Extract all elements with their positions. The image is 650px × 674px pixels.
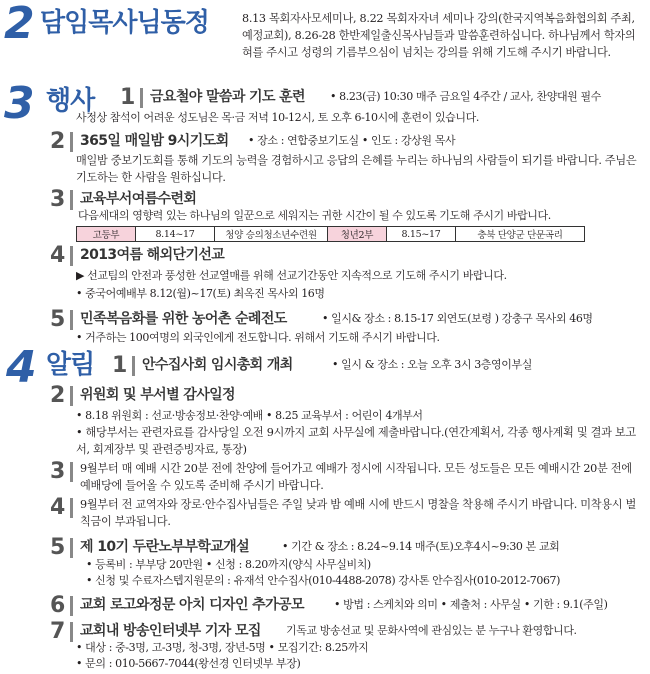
notice-7-title: 교회내 방송인터넷부 기자 모집	[80, 623, 261, 639]
notice-2-text: • 해당부서는 관련자료를 감사당일 오전 9시까지 교회 사무실에 제출바랍니다.(연간계획서, 각종 행사계획 및 결과 보고서, 회계장부 및 관련증빙자료, 통장)	[76, 426, 636, 456]
notice-2-divider	[70, 386, 73, 406]
section-title-notices: 알림	[46, 350, 95, 380]
notice-5-line2: • 신청 및 수료자스텝지원문의 : 유재석 안수집사(010-4488-2078) 강사톤 안수집사(010-2012-7067)	[86, 574, 561, 587]
event-5-divider	[70, 310, 73, 330]
event-3-title: 교육부서여름수련회	[80, 191, 197, 207]
section-number-4: 4	[6, 342, 37, 393]
notice-5-number: 5	[50, 535, 66, 560]
schedule-row	[77, 227, 585, 242]
notice-3-divider	[70, 462, 73, 482]
schedule-place-high: 청양 승의청소년수련원	[215, 227, 328, 242]
notice-1-divider	[132, 356, 135, 376]
event-3-divider	[70, 190, 73, 210]
notice-1-number: 1	[112, 353, 128, 378]
event-5-info: • 일시& 장소 : 8.15-17 외연도(보령 ) 강충구 목사외 46명	[322, 312, 593, 325]
pastor-news-text	[242, 10, 642, 61]
notice-2-title: 위원회 및 부서별 감사일정	[80, 387, 235, 403]
section-title-pastor-news: 담임목사님동정	[40, 8, 209, 38]
event-2-title: 365일 매일밤 9시기도회	[80, 133, 229, 149]
schedule-date-high: 8.14~17	[136, 227, 215, 242]
event-4-number: 4	[50, 243, 66, 268]
event-3-number: 3	[50, 187, 66, 212]
schedule-date-youth2: 8.15~17	[387, 227, 456, 242]
retreat-schedule-table	[76, 226, 585, 242]
section-title-events: 행사	[46, 86, 95, 116]
notice-5-title: 제 10기 두란노부부학교개설	[80, 539, 249, 555]
event-1-text: 사정상 참석이 어려운 성도님은 목·금 저녁 10-12시, 토 오후 6-10시에 훈련이 있습니다.	[76, 111, 479, 124]
event-3-text: 다음세대의 영향력 있는 하나님의 일꾼으로 세워지는 귀한 시간이 될 수 있도록 기도해 주시기 바랍니다.	[78, 209, 551, 222]
notice-7-line1: • 대상 : 중-3명, 고-3명, 청-3명, 장년-5명 • 모집기간: 8.25까지	[76, 641, 369, 654]
event-1-divider	[140, 88, 143, 108]
notice-7-info: 기독교 방송선교 및 문화사역에 관심있는 분 누구나 환영합니다.	[286, 624, 577, 637]
notice-3-text: 9월부터 매 예배 시간 20분 전에 찬양에 들어가고 예배가 정시에 시작됩니다. 모든 성도들은 모든 예배시간 20분 전에 예배당에 들어올 수 있도록 준비해 주시기 바랍니다.	[80, 462, 632, 492]
notice-4-number: 4	[50, 495, 66, 520]
event-1-info: • 8.23(금) 10:30 매주 금요일 4주간 / 교사, 찬양대원 필수	[330, 90, 601, 103]
schedule-dept-high: 고등부	[77, 227, 136, 242]
notice-6-info: • 방법 : 스케치와 의미 • 제출처 : 사무실 • 기한 : 9.1(주일)	[334, 598, 608, 611]
section-number-2: 2	[4, 0, 35, 49]
schedule-place-youth2: 충북 단양군 단문곡리	[456, 227, 585, 242]
notice-5-info: • 기간 & 장소 : 8.24~9.14 매주(토)오후4시~9:30 본 교회	[282, 540, 560, 553]
notice-1-title: 안수집사회 임시총회 개최	[142, 357, 293, 373]
event-1-number: 1	[120, 85, 136, 110]
event-5-text: • 거주하는 100여명의 외국인에게 전도합니다. 위해서 기도해 주시기 바랍니다.	[76, 331, 440, 344]
event-4-line1: ▶ 선교팀의 안전과 풍성한 선교열매를 위해 선교기간동안 지속적으로 기도해 주시기 바랍니다.	[76, 269, 507, 282]
event-5-number: 5	[50, 307, 66, 332]
event-4-line2: • 중국어예배부 8.12(월)~17(토) 최옥진 목사외 16명	[76, 287, 325, 300]
notice-2-number: 2	[50, 383, 66, 408]
notice-3-number: 3	[50, 459, 66, 484]
notice-1-info: • 일시 & 장소 : 오늘 오후 3시 3층영이부실	[332, 358, 532, 371]
notice-7-number: 7	[50, 619, 66, 644]
event-4-title: 2013여름 해외단기선교	[80, 247, 225, 263]
event-1-title: 금요철야 말씀과 기도 훈련	[150, 89, 305, 105]
section-number-3: 3	[4, 78, 35, 129]
notice-6-title: 교회 로고와정문 아치 디자인 추가공모	[80, 597, 304, 613]
event-2-text: 매일밤 중보기도회를 통해 기도의 능력을 경험하시고 응답의 은혜를 누리는 하나님의 사람들이 되기를 바랍니다. 주님은 기도하는 한 사람을 원하십니다.	[76, 154, 637, 184]
notice-7-divider	[70, 622, 73, 642]
notice-7-line2: • 문의 : 010-5667-7044(왕선경 인터넷부 부장)	[76, 657, 301, 670]
notice-5-divider	[70, 538, 73, 558]
event-2-divider	[70, 132, 73, 152]
event-4-divider	[70, 246, 73, 266]
notice-4-divider	[70, 498, 73, 518]
notice-6-number: 6	[50, 593, 66, 618]
notice-4-text: 9월부터 전 교역자와 장로·안수집사님들은 주일 낮과 밤 예배 시에 반드시 명찰을 착용해 주시기 바랍니다. 미착용시 벌칙금이 부과됩니다.	[80, 498, 637, 528]
pastor-news-text-content: 8.13 목회자사모세미나, 8.22 목회자자녀 세미나 강의(한국지역복음화협의회 주최, 예정교회), 8.26-28 한반제일출신목사님들과 말씀훈련하십니다. 하나님께서 학자의 혀를 주시고 성령의 기름부으심이 넘치는 강의를 위해 기도해 주시기 바랍니다.	[242, 12, 636, 59]
notice-2-line1: • 8.18 위원회 : 선교·방송정보·찬양·예배 • 8.25 교육부서 : 어린이 4개부서	[76, 409, 423, 422]
event-2-info: • 장소 : 연합중보기도실 • 인도 : 강상원 목사	[248, 134, 456, 147]
event-5-title: 민족복음화를 위한 농어촌 순례전도	[80, 311, 287, 327]
notice-5-line1: • 등록비 : 부부당 20만원 • 신청 : 8.20까지(양식 사무실비치)	[86, 558, 371, 571]
event-2-number: 2	[50, 129, 66, 154]
notice-6-divider	[70, 596, 73, 616]
schedule-dept-youth2: 청년2부	[328, 227, 387, 242]
